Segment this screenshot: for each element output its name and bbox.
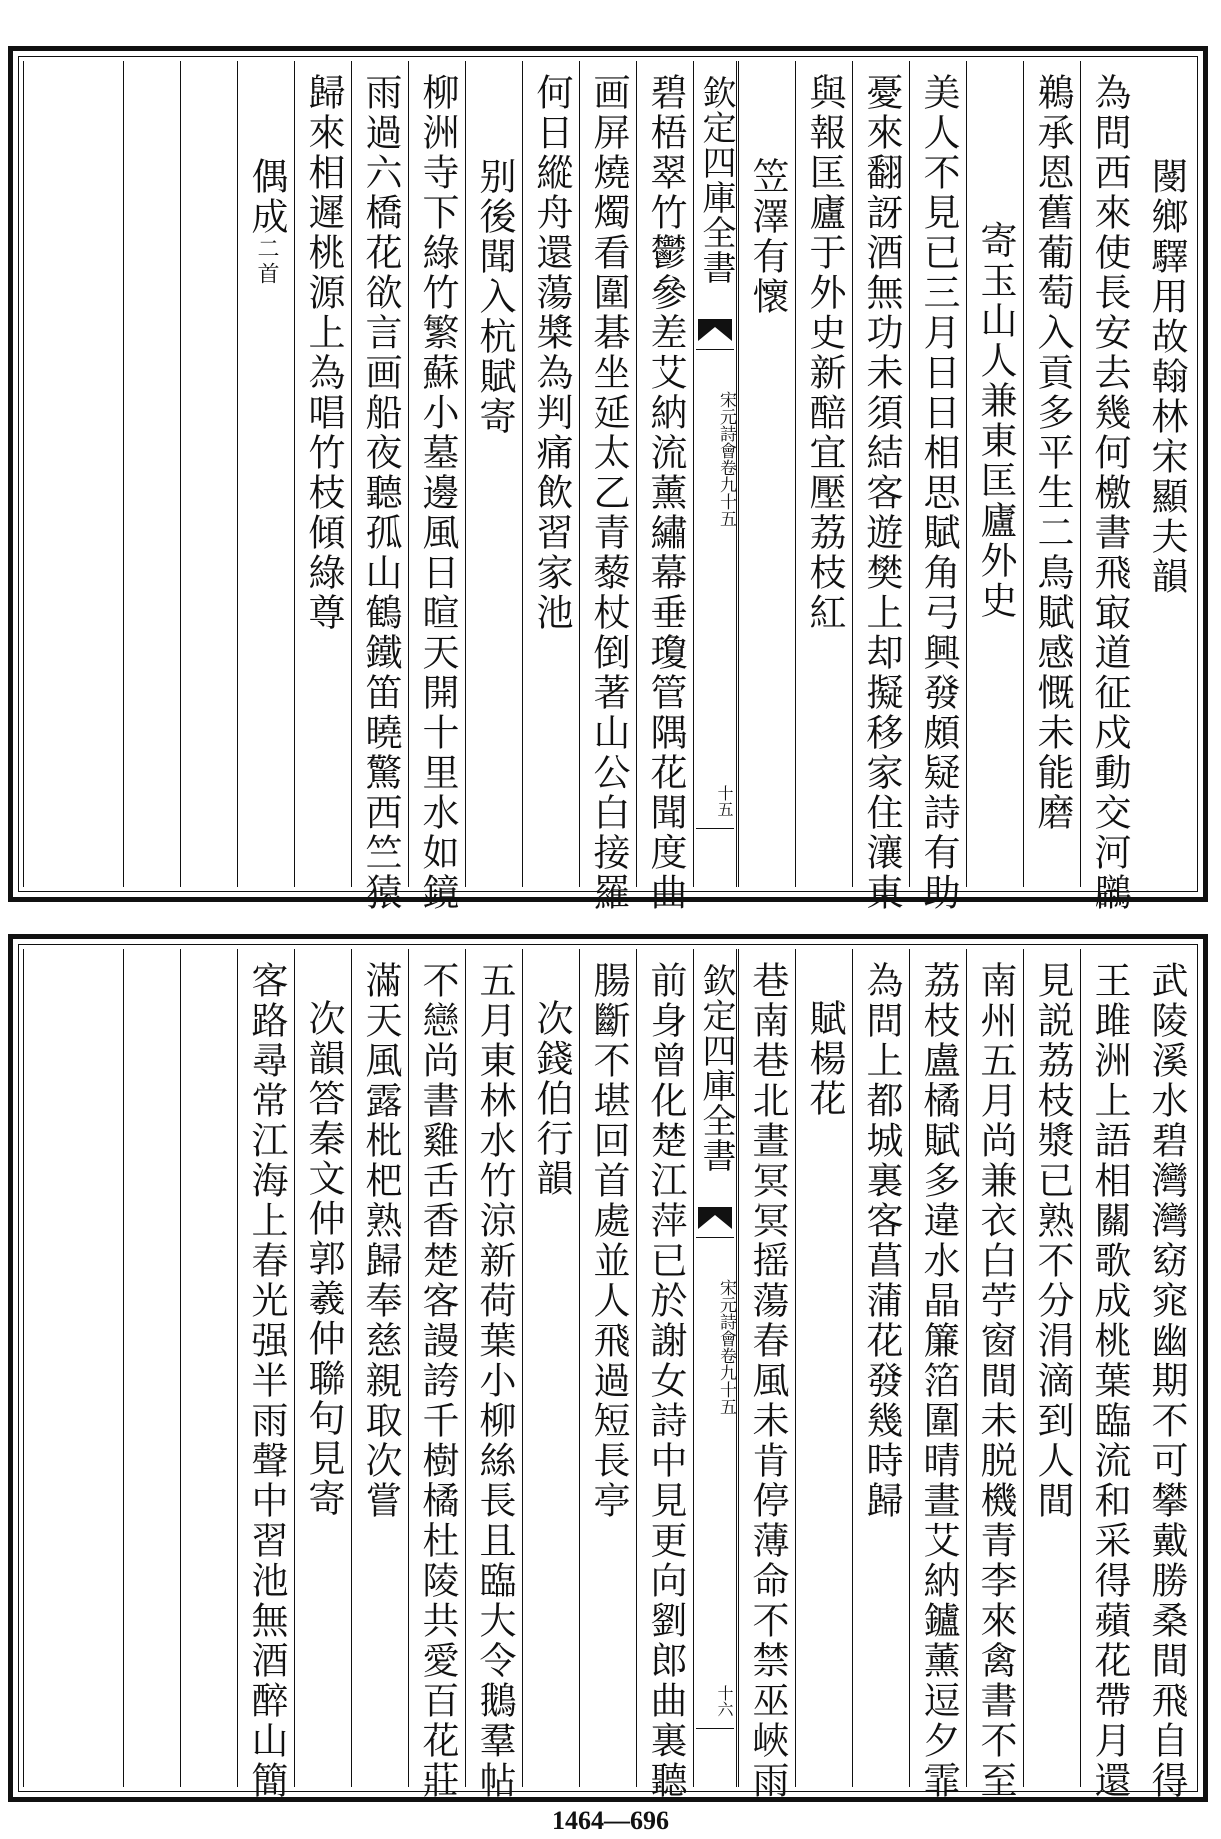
bottom-page-panel [8, 934, 1208, 1802]
poem-title-text: 偶成 [245, 157, 288, 237]
center-gutter [693, 949, 737, 1787]
poem-title [238, 61, 293, 287]
poem-title: 賦楊花 [803, 999, 846, 1119]
text-column-empty [123, 61, 179, 887]
text-column [408, 61, 464, 913]
text-column [408, 949, 464, 1801]
poem-line: 雨過六橋花欲言画船夜聽孤山鶴鐵笛曉驚西竺猿 [359, 73, 402, 913]
poem-line: 客路尋常江海上春光强半雨聲中習池無酒醉山簡 [245, 961, 288, 1801]
text-column [1080, 949, 1136, 1801]
text-column [795, 949, 851, 1787]
poem-line: 碧梧翠竹鬱參差艾納流薰繡幕垂瓊管隅花聞度曲 [644, 73, 687, 913]
poem-line: 王雎洲上語相關歌成桃葉臨流和采得蘋花帶月還 [1088, 961, 1131, 1801]
poem-line: 美人不見已三月日日相思賦角弓興發頗疑詩有助 [917, 73, 960, 913]
text-column [852, 61, 908, 913]
text-column [522, 949, 578, 1787]
text-column [579, 61, 635, 913]
text-column-empty [123, 949, 179, 1787]
poem-line: 荔枝盧橘賦多違水晶簾箔圍晴晝艾納鑪薰逗夕霏 [917, 961, 960, 1801]
poem-title: 次錢伯行韻 [530, 999, 573, 1199]
poem-line: 為問西來使長安去幾何檄書飛㝡道征戍動交河鸊 [1088, 73, 1131, 913]
poem-title: 次韻答秦文仲郭羲仲聯句見寄 [302, 999, 345, 1519]
top-page-columns [23, 61, 1193, 913]
text-column [237, 949, 293, 1801]
text-column [795, 61, 851, 887]
text-column-empty [23, 61, 122, 887]
text-column [1137, 61, 1193, 887]
text-column [294, 949, 350, 1787]
text-column [636, 61, 692, 913]
text-column [966, 61, 1022, 887]
text-column [1080, 61, 1136, 913]
text-column [738, 949, 794, 1801]
page-number: 1464—696 [552, 1806, 669, 1835]
poem-line: 見説荔枝漿已熟不分涓滴到人間 [1031, 961, 1074, 1521]
book-title: 欽定四庫全書 [696, 963, 736, 1173]
text-column-empty [23, 949, 122, 1787]
poem-line: 為問上都城裏客菖蒲花發幾時歸 [860, 961, 903, 1521]
folio-number: 十六 [715, 1685, 734, 1717]
volume-label [694, 1279, 736, 1415]
text-column [738, 61, 794, 887]
poem-line: 與報匡廬于外史新醅宜壓荔枝紅 [803, 73, 846, 633]
poem-line: 武陵溪水碧灣灣窈窕幽期不可攀戴勝桑間飛自得 [1145, 961, 1188, 1801]
text-column [909, 61, 965, 913]
center-gutter [693, 61, 737, 887]
folio-number: 十五 [715, 785, 734, 817]
text-column [1137, 949, 1193, 1801]
poem-title: 閿鄉驛用故翰林宋顯夫韻 [1145, 157, 1188, 597]
poem-line: 不戀尚書雞舌香楚客謾誇千樹橘杜陵共愛百花莊 [416, 961, 459, 1801]
poem-title: 寄玉山人兼東匡廬外史 [974, 221, 1017, 621]
poem-count-note: 二首 [254, 237, 279, 287]
poem-line: 腸斷不堪回首處並人飛過短長亭 [587, 961, 630, 1521]
text-column [1023, 949, 1079, 1787]
text-column [636, 949, 692, 1801]
fishtail-mark [698, 1207, 732, 1229]
text-column [909, 949, 965, 1801]
text-column-empty [180, 949, 236, 1787]
volume-number: 卷九十五 [716, 1347, 736, 1415]
book-title: 欽定四庫全書 [696, 75, 736, 285]
text-column [465, 61, 521, 887]
text-column [522, 61, 578, 887]
collection-name: 宋元詩會 [716, 1279, 736, 1347]
bottom-page-columns [23, 949, 1193, 1801]
poem-line: 憂來翻訝酒無功未須結客遊樊上却擬移家住瀼東 [860, 73, 903, 913]
volume-number: 卷九十五 [716, 459, 736, 527]
poem-title: 别後聞入杭賦寄 [473, 157, 516, 437]
text-column [852, 949, 908, 1787]
poem-title: 笠澤有懷 [746, 157, 789, 317]
text-column [237, 61, 293, 887]
poem-line: 鵜承恩舊葡萄入貢多平生二鳥賦感慨未能磨 [1031, 73, 1074, 833]
collection-name: 宋元詩會 [716, 391, 736, 459]
text-column [351, 61, 407, 913]
text-column [294, 61, 350, 887]
text-column-empty [180, 61, 236, 887]
poem-line: 滿天風露枇杷熟歸奉慈親取次嘗 [359, 961, 402, 1521]
poem-line: 前身曾化楚江萍已於謝女詩中見更向劉郎曲裏聽 [644, 961, 687, 1801]
text-column [351, 949, 407, 1787]
fishtail-mark [698, 319, 732, 341]
poem-line: 南州五月尚兼衣白苧窗間未脱機青李來禽書不至 [974, 961, 1017, 1801]
text-column [579, 949, 635, 1787]
text-column [966, 949, 1022, 1801]
top-page-panel [8, 46, 1208, 913]
text-column [465, 949, 521, 1801]
text-column [1023, 61, 1079, 887]
poem-line: 巷南巷北晝冥冥摇蕩春風未肯停薄命不禁巫峽雨 [746, 961, 789, 1801]
poem-line: 柳洲寺下綠竹繁蘇小墓邊風日暄天開十里水如鏡 [416, 73, 459, 913]
poem-line: 五月東林水竹涼新荷葉小柳絲長且臨大令鵝羣帖 [473, 961, 516, 1801]
poem-line: 画屏燒燭看圍碁坐延太乙青藜杖倒著山公白接羅 [587, 73, 630, 913]
poem-line: 歸來相遲桃源上為唱竹枝傾綠尊 [302, 73, 345, 633]
poem-line: 何日縱舟還蕩槳為判痛飲習家池 [530, 73, 573, 633]
volume-label [694, 391, 736, 527]
